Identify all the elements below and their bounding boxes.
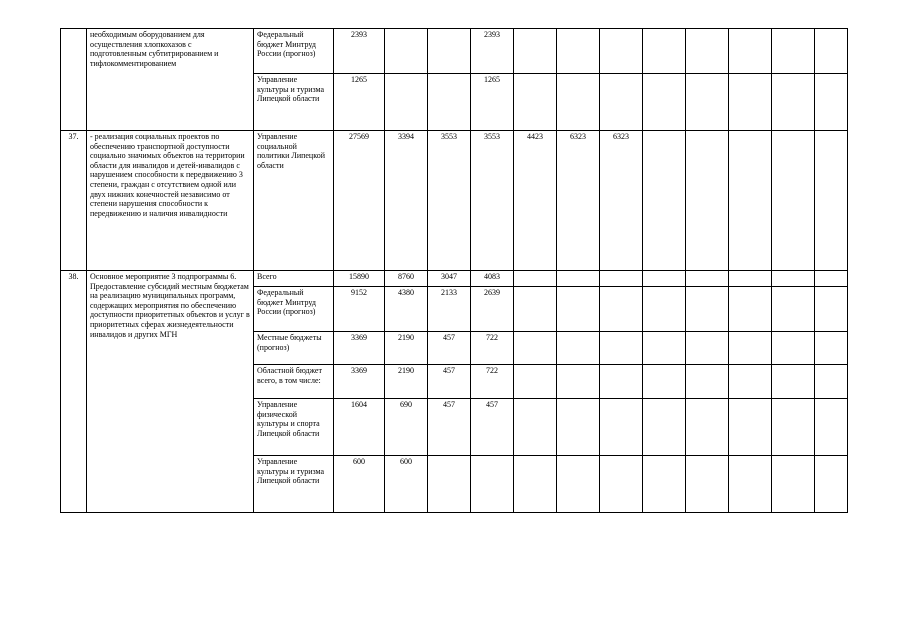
value-cell bbox=[557, 271, 600, 287]
empty-cell bbox=[815, 399, 848, 456]
org-cell: Федеральный бюджет Минтруд России (прогноз) bbox=[254, 287, 334, 332]
value-cell bbox=[514, 287, 557, 332]
value-cell: 4083 bbox=[471, 271, 514, 287]
value-cell: 600 bbox=[334, 456, 385, 513]
value-cell: 2133 bbox=[428, 287, 471, 332]
empty-cell bbox=[815, 271, 848, 287]
value-cell bbox=[428, 456, 471, 513]
empty-cell bbox=[815, 287, 848, 332]
value-cell: 6323 bbox=[557, 131, 600, 271]
empty-cell bbox=[643, 365, 686, 399]
value-cell bbox=[557, 365, 600, 399]
value-cell: 3394 bbox=[385, 131, 428, 271]
value-cell: 3369 bbox=[334, 365, 385, 399]
org-cell: Федеральный бюджет Минтруд России (прогноз) bbox=[254, 29, 334, 74]
empty-cell bbox=[772, 399, 815, 456]
empty-cell bbox=[729, 74, 772, 131]
value-cell: 690 bbox=[385, 399, 428, 456]
row-description: Основное мероприятие 3 подпрограммы 6. Предоставление субсидий местным бюджетам на реализацию муниципальных программ, содержащих мероприятия по обеспечению доступности приоритетных объектов и услуг в приоритетных сферах жизнедеятельности инвалидов и других МГН bbox=[87, 271, 254, 513]
empty-cell bbox=[643, 271, 686, 287]
value-cell: 457 bbox=[428, 332, 471, 365]
value-cell: 457 bbox=[428, 365, 471, 399]
empty-cell bbox=[815, 74, 848, 131]
empty-cell bbox=[686, 29, 729, 74]
row-description: необходимым оборудованием для осуществления хлопкохазов с подготовленным субтитрированием и тифлокомментированием bbox=[87, 29, 254, 131]
budget-table bbox=[60, 28, 848, 513]
value-cell: 9152 bbox=[334, 287, 385, 332]
table-row bbox=[61, 271, 848, 287]
value-cell: 2639 bbox=[471, 287, 514, 332]
empty-cell bbox=[686, 399, 729, 456]
value-cell: 2190 bbox=[385, 365, 428, 399]
value-cell bbox=[514, 74, 557, 131]
empty-cell bbox=[729, 399, 772, 456]
empty-cell bbox=[729, 271, 772, 287]
empty-cell bbox=[772, 131, 815, 271]
empty-cell bbox=[686, 365, 729, 399]
table-row bbox=[61, 29, 848, 74]
value-cell: 722 bbox=[471, 365, 514, 399]
empty-cell bbox=[815, 365, 848, 399]
empty-cell bbox=[772, 29, 815, 74]
org-cell: Управление социальной политики Липецкой области bbox=[254, 131, 334, 271]
value-cell bbox=[557, 399, 600, 456]
org-cell: Управление физической культуры и спорта Липецкой области bbox=[254, 399, 334, 456]
empty-cell bbox=[686, 74, 729, 131]
table-row bbox=[61, 131, 848, 271]
empty-cell bbox=[772, 332, 815, 365]
value-cell bbox=[600, 456, 643, 513]
value-cell: 4423 bbox=[514, 131, 557, 271]
value-cell bbox=[557, 332, 600, 365]
value-cell bbox=[514, 456, 557, 513]
value-cell: 457 bbox=[471, 399, 514, 456]
value-cell bbox=[514, 332, 557, 365]
value-cell bbox=[600, 287, 643, 332]
value-cell: 1265 bbox=[334, 74, 385, 131]
row-number: 37. bbox=[61, 131, 87, 271]
value-cell: 27569 bbox=[334, 131, 385, 271]
empty-cell bbox=[815, 131, 848, 271]
org-cell: Управление культуры и туризма Липецкой области bbox=[254, 456, 334, 513]
empty-cell bbox=[643, 456, 686, 513]
empty-cell bbox=[772, 365, 815, 399]
org-cell: Местные бюджеты (прогноз) bbox=[254, 332, 334, 365]
row-number bbox=[61, 29, 87, 131]
value-cell bbox=[514, 365, 557, 399]
empty-cell bbox=[729, 456, 772, 513]
empty-cell bbox=[729, 365, 772, 399]
empty-cell bbox=[643, 131, 686, 271]
empty-cell bbox=[729, 131, 772, 271]
empty-cell bbox=[686, 332, 729, 365]
empty-cell bbox=[643, 399, 686, 456]
value-cell bbox=[557, 74, 600, 131]
value-cell: 2393 bbox=[334, 29, 385, 74]
org-cell: Областной бюджет всего, в том числе: bbox=[254, 365, 334, 399]
empty-cell bbox=[643, 74, 686, 131]
value-cell bbox=[471, 456, 514, 513]
empty-cell bbox=[729, 332, 772, 365]
value-cell: 3553 bbox=[471, 131, 514, 271]
empty-cell bbox=[729, 287, 772, 332]
empty-cell bbox=[815, 29, 848, 74]
value-cell bbox=[557, 456, 600, 513]
value-cell bbox=[600, 29, 643, 74]
empty-cell bbox=[643, 332, 686, 365]
value-cell: 3553 bbox=[428, 131, 471, 271]
value-cell: 6323 bbox=[600, 131, 643, 271]
value-cell bbox=[600, 365, 643, 399]
value-cell: 2393 bbox=[471, 29, 514, 74]
empty-cell bbox=[729, 29, 772, 74]
org-cell: Управление культуры и туризма Липецкой области bbox=[254, 74, 334, 131]
value-cell: 2190 bbox=[385, 332, 428, 365]
empty-cell bbox=[772, 271, 815, 287]
empty-cell bbox=[686, 131, 729, 271]
value-cell bbox=[600, 74, 643, 131]
value-cell: 600 bbox=[385, 456, 428, 513]
value-cell bbox=[514, 29, 557, 74]
value-cell bbox=[514, 271, 557, 287]
empty-cell bbox=[772, 456, 815, 513]
value-cell: 3047 bbox=[428, 271, 471, 287]
value-cell bbox=[428, 74, 471, 131]
empty-cell bbox=[815, 332, 848, 365]
value-cell: 3369 bbox=[334, 332, 385, 365]
empty-cell bbox=[686, 456, 729, 513]
empty-cell bbox=[686, 271, 729, 287]
value-cell bbox=[385, 29, 428, 74]
empty-cell bbox=[815, 456, 848, 513]
value-cell bbox=[385, 74, 428, 131]
empty-cell bbox=[643, 287, 686, 332]
value-cell bbox=[557, 287, 600, 332]
empty-cell bbox=[643, 29, 686, 74]
row-description: - реализация социальных проектов по обеспечению транспортной доступности социально значимых объектов на территории области для инвалидов и детей-инвалидов с нарушением способности к передвижению 3 степени, граждан с отсутствием одной или двух нижних конечностей независимо от степени нарушения способности к передвижению и наличия инвалидности bbox=[87, 131, 254, 271]
value-cell bbox=[600, 399, 643, 456]
value-cell bbox=[600, 332, 643, 365]
value-cell: 722 bbox=[471, 332, 514, 365]
value-cell bbox=[514, 399, 557, 456]
empty-cell bbox=[772, 74, 815, 131]
value-cell: 4380 bbox=[385, 287, 428, 332]
value-cell: 8760 bbox=[385, 271, 428, 287]
empty-cell bbox=[772, 287, 815, 332]
value-cell bbox=[557, 29, 600, 74]
org-cell: Всего bbox=[254, 271, 334, 287]
value-cell: 1265 bbox=[471, 74, 514, 131]
value-cell: 457 bbox=[428, 399, 471, 456]
value-cell: 15890 bbox=[334, 271, 385, 287]
value-cell bbox=[600, 271, 643, 287]
value-cell bbox=[428, 29, 471, 74]
value-cell: 1604 bbox=[334, 399, 385, 456]
row-number: 38. bbox=[61, 271, 87, 513]
empty-cell bbox=[686, 287, 729, 332]
